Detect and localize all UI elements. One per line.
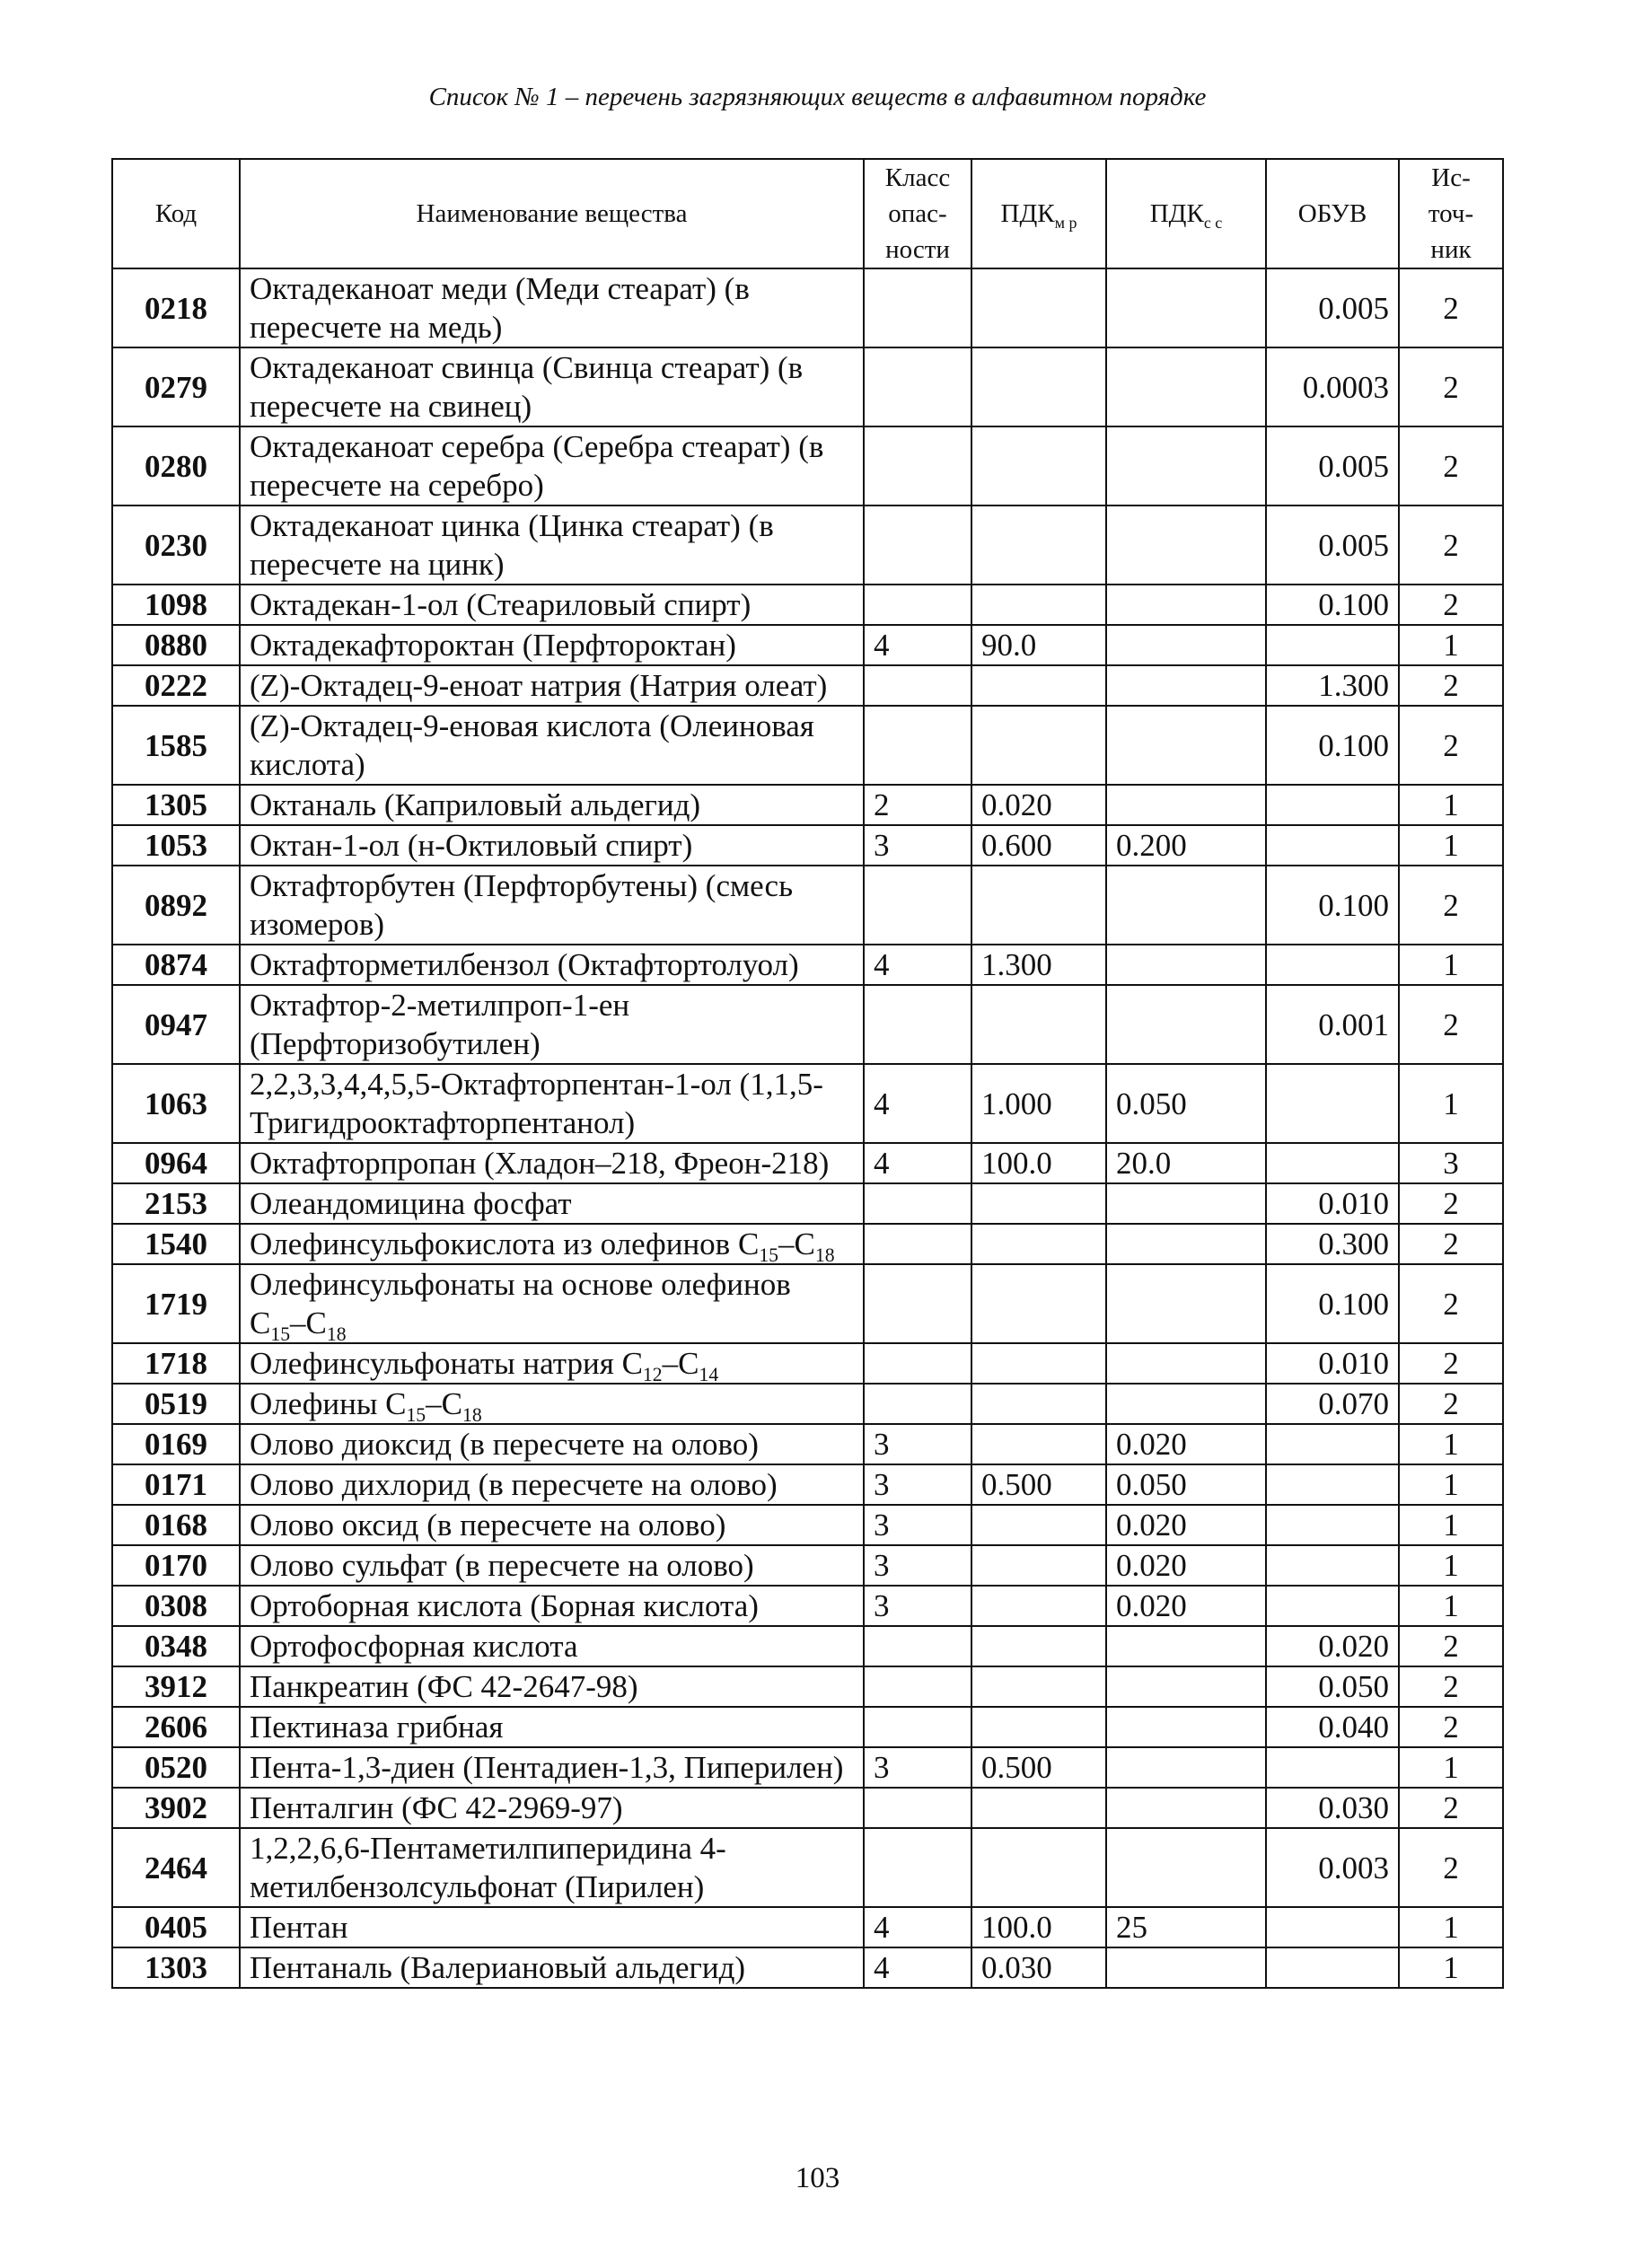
cell-obuv (1266, 1747, 1399, 1788)
cell-code: 1719 (112, 1264, 240, 1343)
cell-pdk-ss (1106, 268, 1266, 347)
cell-code: 3912 (112, 1666, 240, 1707)
cell-hazard-class (864, 706, 971, 785)
cell-pdk-ss (1106, 505, 1266, 585)
cell-hazard-class (864, 1828, 971, 1907)
cell-source: 2 (1399, 1788, 1503, 1828)
cell-code: 0519 (112, 1384, 240, 1424)
cell-source: 2 (1399, 1626, 1503, 1666)
cell-pdk-ss (1106, 1626, 1266, 1666)
cell-obuv (1266, 1424, 1399, 1464)
table-row (112, 1788, 1503, 1828)
cell-pdk-mr: 0.020 (971, 785, 1106, 825)
cell-hazard-class: 3 (864, 1747, 971, 1788)
cell-code: 0168 (112, 1505, 240, 1545)
cell-code: 0964 (112, 1143, 240, 1183)
cell-source: 1 (1399, 1947, 1503, 1988)
cell-pdk-mr: 0.600 (971, 825, 1106, 866)
cell-hazard-class: 3 (864, 825, 971, 866)
cell-code: 0348 (112, 1626, 240, 1666)
cell-name: Ортоборная кислота (Борная кислота) (240, 1586, 864, 1626)
cell-code: 1585 (112, 706, 240, 785)
table-row (112, 706, 1503, 785)
cell-pdk-mr (971, 1626, 1106, 1666)
cell-pdk-mr: 100.0 (971, 1907, 1106, 1947)
cell-hazard-class: 3 (864, 1586, 971, 1626)
table-row (112, 268, 1503, 347)
cell-name: Октан-1-ол (н-Октиловый спирт) (240, 825, 864, 866)
table-body (112, 268, 1503, 1988)
cell-source: 1 (1399, 625, 1503, 665)
cell-name: Октафторметилбензол (Октафтортолуол) (240, 945, 864, 985)
cell-hazard-class: 3 (864, 1505, 971, 1545)
cell-pdk-mr (971, 505, 1106, 585)
cell-name: Октадеканоат меди (Меди стеарат) (в пересчете на медь) (240, 268, 864, 347)
cell-name: Пенталгин (ФС 42-2969-97) (240, 1788, 864, 1828)
cell-pdk-mr: 0.500 (971, 1747, 1106, 1788)
cell-pdk-ss: 20.0 (1106, 1143, 1266, 1183)
header-pdk-mr: $ПДК_{м р}$ (971, 159, 1106, 268)
cell-pdk-ss (1106, 706, 1266, 785)
table-row (112, 625, 1503, 665)
cell-pdk-ss (1106, 1183, 1266, 1224)
cell-source: 2 (1399, 1666, 1503, 1707)
cell-source: 3 (1399, 1143, 1503, 1183)
cell-hazard-class (864, 585, 971, 625)
cell-obuv: 0.003 (1266, 1828, 1399, 1907)
cell-code: 0169 (112, 1424, 240, 1464)
table-row (112, 665, 1503, 706)
cell-code: 1098 (112, 585, 240, 625)
cell-pdk-ss (1106, 1788, 1266, 1828)
cell-hazard-class: 4 (864, 625, 971, 665)
cell-code: 0230 (112, 505, 240, 585)
cell-pdk-ss (1106, 1224, 1266, 1264)
cell-name: Олефинсульфонаты на основе олефинов $C_{15}-C_{18}$ (240, 1264, 864, 1343)
cell-obuv (1266, 1545, 1399, 1586)
table-row (112, 585, 1503, 625)
cell-source: 2 (1399, 985, 1503, 1064)
cell-pdk-ss: 0.020 (1106, 1545, 1266, 1586)
cell-pdk-mr (971, 985, 1106, 1064)
cell-pdk-mr: 100.0 (971, 1143, 1106, 1183)
table-row (112, 1545, 1503, 1586)
table-row (112, 1224, 1503, 1264)
cell-pdk-ss: 25 (1106, 1907, 1266, 1947)
cell-obuv (1266, 785, 1399, 825)
cell-source: 1 (1399, 785, 1503, 825)
cell-name: 1,2,2,6,6-Пентаметилпиперидина 4-метилбензолсульфонат (Пирилен) (240, 1828, 864, 1907)
cell-hazard-class: 4 (864, 1907, 971, 1947)
cell-name: Олово диоксид (в пересчете на олово) (240, 1424, 864, 1464)
cell-hazard-class (864, 1666, 971, 1707)
cell-name: Пента-1,3-диен (Пентадиен-1,3, Пиперилен) (240, 1747, 864, 1788)
cell-source: 2 (1399, 665, 1503, 706)
cell-pdk-ss: 0.020 (1106, 1505, 1266, 1545)
cell-hazard-class (864, 1384, 971, 1424)
cell-obuv: 0.0003 (1266, 347, 1399, 426)
table-row (112, 1384, 1503, 1424)
cell-pdk-ss (1106, 985, 1266, 1064)
cell-name: Октадекафтороктан (Перфтороктан) (240, 625, 864, 665)
cell-code: 1063 (112, 1064, 240, 1143)
cell-pdk-mr (971, 1586, 1106, 1626)
header-code: Код (112, 159, 240, 268)
table-row (112, 426, 1503, 505)
cell-code: 3902 (112, 1788, 240, 1828)
cell-obuv (1266, 1064, 1399, 1143)
cell-code: 1303 (112, 1947, 240, 1988)
cell-code: 0947 (112, 985, 240, 1064)
cell-code: 2606 (112, 1707, 240, 1747)
cell-source: 2 (1399, 706, 1503, 785)
cell-pdk-ss (1106, 866, 1266, 945)
cell-name: Пентан (240, 1907, 864, 1947)
cell-obuv: 0.050 (1266, 1666, 1399, 1707)
cell-name: (Z)-Октадец-9-еноат натрия (Натрия олеат) (240, 665, 864, 706)
cell-hazard-class: 4 (864, 1143, 971, 1183)
cell-code: 0218 (112, 268, 240, 347)
cell-source: 2 (1399, 347, 1503, 426)
table-row (112, 825, 1503, 866)
cell-hazard-class (864, 1224, 971, 1264)
cell-name: Ортофосфорная кислота (240, 1626, 864, 1666)
cell-hazard-class (864, 505, 971, 585)
substances-table (111, 158, 1504, 1989)
cell-pdk-mr (971, 1183, 1106, 1224)
cell-pdk-mr: 0.030 (971, 1947, 1106, 1988)
header-hazard-class: Класс опас- ности (864, 159, 971, 268)
cell-pdk-ss (1106, 1747, 1266, 1788)
cell-name: Октафторпропан (Хладон–218, Фреон-218) (240, 1143, 864, 1183)
cell-obuv: 0.300 (1266, 1224, 1399, 1264)
cell-source: 2 (1399, 505, 1503, 585)
table-row (112, 1264, 1503, 1343)
table-row (112, 866, 1503, 945)
cell-hazard-class: 4 (864, 945, 971, 985)
cell-source: 2 (1399, 1343, 1503, 1384)
table-row (112, 945, 1503, 985)
cell-code: 1053 (112, 825, 240, 866)
cell-name: Октадеканоат свинца (Свинца стеарат) (в пересчете на свинец) (240, 347, 864, 426)
table-row (112, 1666, 1503, 1707)
cell-hazard-class (864, 347, 971, 426)
cell-hazard-class: 3 (864, 1545, 971, 1586)
cell-hazard-class: 3 (864, 1424, 971, 1464)
cell-obuv (1266, 625, 1399, 665)
header-source: Ис- точ- ник (1399, 159, 1503, 268)
cell-obuv: 0.100 (1266, 866, 1399, 945)
cell-pdk-ss: 0.050 (1106, 1064, 1266, 1143)
cell-source: 1 (1399, 1907, 1503, 1947)
cell-source: 2 (1399, 1828, 1503, 1907)
cell-name: 2,2,3,3,4,4,5,5-Октафторпентан-1-ол (1,1,5-Тригидрооктафторпентанол) (240, 1064, 864, 1143)
cell-obuv (1266, 1143, 1399, 1183)
cell-source: 1 (1399, 1424, 1503, 1464)
cell-name: Октаналь (Каприловый альдегид) (240, 785, 864, 825)
cell-name: Олово сульфат (в пересчете на олово) (240, 1545, 864, 1586)
cell-pdk-mr (971, 585, 1106, 625)
cell-obuv: 0.100 (1266, 585, 1399, 625)
cell-code: 0171 (112, 1464, 240, 1505)
cell-code: 0892 (112, 866, 240, 945)
header-pdk-ss: $ПДК_{с с}$ (1106, 159, 1266, 268)
cell-code: 2464 (112, 1828, 240, 1907)
cell-obuv: 0.005 (1266, 505, 1399, 585)
cell-source: 2 (1399, 268, 1503, 347)
header-obuv: ОБУВ (1266, 159, 1399, 268)
cell-pdk-mr (971, 706, 1106, 785)
cell-pdk-mr (971, 1666, 1106, 1707)
cell-code: 0880 (112, 625, 240, 665)
cell-obuv: 0.005 (1266, 426, 1399, 505)
cell-name: Пентаналь (Валериановый альдегид) (240, 1947, 864, 1988)
cell-pdk-mr (971, 1707, 1106, 1747)
cell-obuv (1266, 1505, 1399, 1545)
cell-pdk-ss (1106, 585, 1266, 625)
cell-source: 1 (1399, 1747, 1503, 1788)
cell-pdk-mr (971, 1545, 1106, 1586)
cell-obuv: 0.030 (1266, 1788, 1399, 1828)
cell-name: Октафтор-2-метилпроп-1-ен (Перфторизобутилен) (240, 985, 864, 1064)
table-row (112, 1183, 1503, 1224)
cell-pdk-ss (1106, 1343, 1266, 1384)
cell-pdk-mr (971, 347, 1106, 426)
cell-obuv (1266, 1907, 1399, 1947)
cell-source: 1 (1399, 1545, 1503, 1586)
cell-source: 1 (1399, 1064, 1503, 1143)
cell-source: 2 (1399, 1224, 1503, 1264)
cell-pdk-ss: 0.200 (1106, 825, 1266, 866)
table-row (112, 1464, 1503, 1505)
table-row (112, 1424, 1503, 1464)
cell-hazard-class: 3 (864, 1464, 971, 1505)
cell-code: 0279 (112, 347, 240, 426)
cell-pdk-mr: 1.300 (971, 945, 1106, 985)
cell-name: Октадеканоат цинка (Цинка стеарат) (в пересчете на цинк) (240, 505, 864, 585)
table-row (112, 1947, 1503, 1988)
cell-hazard-class (864, 426, 971, 505)
cell-pdk-mr (971, 426, 1106, 505)
cell-obuv: 0.010 (1266, 1343, 1399, 1384)
cell-code: 2153 (112, 1183, 240, 1224)
table-row (112, 985, 1503, 1064)
cell-hazard-class: 2 (864, 785, 971, 825)
cell-obuv: 0.020 (1266, 1626, 1399, 1666)
cell-hazard-class (864, 866, 971, 945)
table-row (112, 1907, 1503, 1947)
cell-hazard-class (864, 1788, 971, 1828)
cell-pdk-ss (1106, 945, 1266, 985)
cell-code: 1540 (112, 1224, 240, 1264)
cell-name: Олово дихлорид (в пересчете на олово) (240, 1464, 864, 1505)
cell-pdk-mr: 0.500 (971, 1464, 1106, 1505)
cell-hazard-class (864, 1264, 971, 1343)
cell-name: Октадекан-1-ол (Стеариловый спирт) (240, 585, 864, 625)
cell-obuv (1266, 1464, 1399, 1505)
cell-name: Панкреатин (ФС 42-2647-98) (240, 1666, 864, 1707)
cell-hazard-class (864, 1626, 971, 1666)
cell-hazard-class (864, 1707, 971, 1747)
cell-pdk-ss: 0.020 (1106, 1424, 1266, 1464)
cell-pdk-mr (971, 1343, 1106, 1384)
cell-code: 0222 (112, 665, 240, 706)
cell-hazard-class (864, 985, 971, 1064)
cell-pdk-mr (971, 1828, 1106, 1907)
cell-code: 0405 (112, 1907, 240, 1947)
cell-pdk-mr (971, 1264, 1106, 1343)
cell-source: 1 (1399, 1586, 1503, 1626)
page-number: 103 (795, 2162, 840, 2194)
cell-pdk-mr (971, 1384, 1106, 1424)
cell-obuv: 0.001 (1266, 985, 1399, 1064)
cell-hazard-class (864, 268, 971, 347)
table-row (112, 347, 1503, 426)
cell-pdk-mr (971, 1424, 1106, 1464)
cell-code: 0170 (112, 1545, 240, 1586)
cell-obuv (1266, 1947, 1399, 1988)
cell-source: 1 (1399, 825, 1503, 866)
cell-obuv (1266, 825, 1399, 866)
table-row (112, 1586, 1503, 1626)
cell-obuv: 0.005 (1266, 268, 1399, 347)
cell-pdk-mr (971, 665, 1106, 706)
cell-source: 2 (1399, 426, 1503, 505)
cell-code: 1305 (112, 785, 240, 825)
cell-source: 2 (1399, 1707, 1503, 1747)
cell-name: Октафторбутен (Перфторбутены) (смесь изомеров) (240, 866, 864, 945)
cell-obuv: 1.300 (1266, 665, 1399, 706)
cell-hazard-class (864, 1183, 971, 1224)
cell-obuv: 0.070 (1266, 1384, 1399, 1424)
table-header (112, 159, 1503, 268)
cell-pdk-ss (1106, 1264, 1266, 1343)
cell-source: 2 (1399, 1384, 1503, 1424)
cell-pdk-mr (971, 866, 1106, 945)
cell-code: 0280 (112, 426, 240, 505)
cell-code: 1718 (112, 1343, 240, 1384)
cell-name: Олефины $C_{15}-C_{18}$ (240, 1384, 864, 1424)
cell-source: 2 (1399, 585, 1503, 625)
cell-source: 1 (1399, 1464, 1503, 1505)
cell-name: Пектиназа грибная (240, 1707, 864, 1747)
cell-pdk-mr: 1.000 (971, 1064, 1106, 1143)
cell-name: Октадеканоат серебра (Серебра стеарат) (в пересчете на серебро) (240, 426, 864, 505)
table-row (112, 1707, 1503, 1747)
cell-pdk-ss: 0.050 (1106, 1464, 1266, 1505)
table-row (112, 785, 1503, 825)
cell-hazard-class: 4 (864, 1947, 971, 1988)
list-title: Список № 1 – перечень загрязняющих веществ в алфавитном порядке (428, 83, 1207, 111)
cell-name: Олеандомицина фосфат (240, 1183, 864, 1224)
cell-pdk-ss (1106, 1947, 1266, 1988)
cell-code: 0874 (112, 945, 240, 985)
cell-code: 0308 (112, 1586, 240, 1626)
cell-pdk-mr (971, 268, 1106, 347)
table-row (112, 1747, 1503, 1788)
cell-hazard-class: 4 (864, 1064, 971, 1143)
cell-pdk-ss (1106, 1828, 1266, 1907)
cell-name: Олово оксид (в пересчете на олово) (240, 1505, 864, 1545)
cell-obuv (1266, 1586, 1399, 1626)
cell-pdk-ss (1106, 1384, 1266, 1424)
cell-pdk-mr (971, 1788, 1106, 1828)
cell-source: 2 (1399, 1264, 1503, 1343)
cell-pdk-ss (1106, 665, 1266, 706)
cell-source: 2 (1399, 1183, 1503, 1224)
cell-name: Олефинсульфокислота из олефинов $C_{15}-C_{18}$ (240, 1224, 864, 1264)
cell-pdk-ss (1106, 625, 1266, 665)
cell-pdk-ss (1106, 785, 1266, 825)
table-row (112, 1064, 1503, 1143)
table-row (112, 505, 1503, 585)
cell-obuv: 0.040 (1266, 1707, 1399, 1747)
cell-source: 1 (1399, 1505, 1503, 1545)
cell-name: (Z)-Октадец-9-еновая кислота (Олеиновая кислота) (240, 706, 864, 785)
cell-pdk-mr: 90.0 (971, 625, 1106, 665)
cell-source: 1 (1399, 945, 1503, 985)
cell-hazard-class (864, 665, 971, 706)
cell-pdk-mr (971, 1505, 1106, 1545)
table-row (112, 1143, 1503, 1183)
cell-obuv: 0.100 (1266, 1264, 1399, 1343)
cell-pdk-ss: 0.020 (1106, 1586, 1266, 1626)
table-row (112, 1343, 1503, 1384)
cell-obuv (1266, 945, 1399, 985)
cell-source: 2 (1399, 866, 1503, 945)
cell-pdk-mr (971, 1224, 1106, 1264)
table-row (112, 1505, 1503, 1545)
cell-pdk-ss (1106, 426, 1266, 505)
cell-pdk-ss (1106, 347, 1266, 426)
cell-pdk-ss (1106, 1707, 1266, 1747)
header-name: Наименование вещества (240, 159, 864, 268)
cell-obuv: 0.010 (1266, 1183, 1399, 1224)
table-row (112, 1828, 1503, 1907)
cell-pdk-ss (1106, 1666, 1266, 1707)
cell-code: 0520 (112, 1747, 240, 1788)
cell-obuv: 0.100 (1266, 706, 1399, 785)
table-row (112, 1626, 1503, 1666)
cell-hazard-class (864, 1343, 971, 1384)
cell-name: Олефинсульфонаты натрия $C_{12}-C_{14}$ (240, 1343, 864, 1384)
